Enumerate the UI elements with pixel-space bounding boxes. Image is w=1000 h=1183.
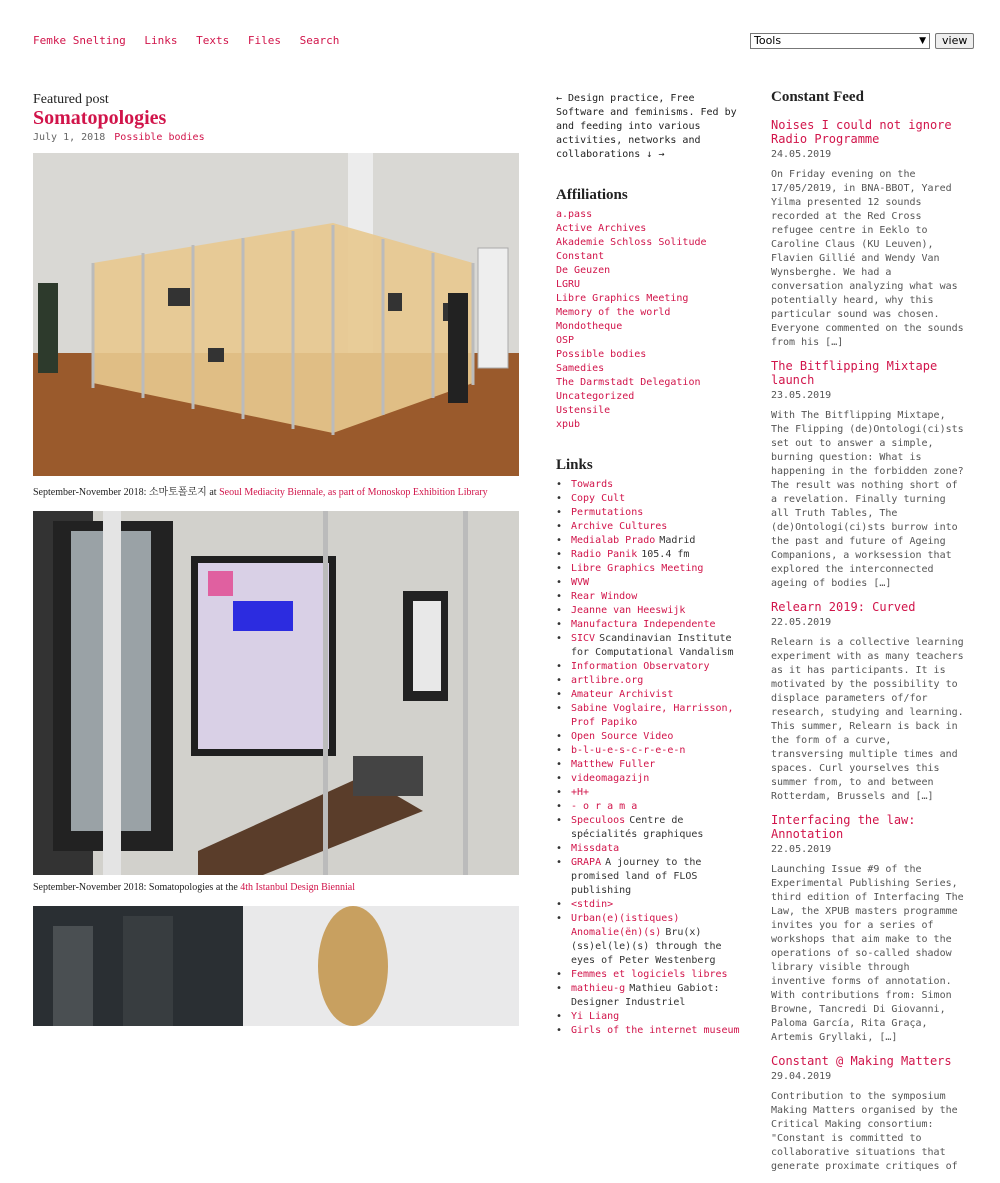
caption-text: September-November 2018: 소마토폴로지 at — [33, 487, 220, 498]
post-meta — [33, 132, 519, 143]
link-anchor[interactable]: Towards — [571, 479, 614, 490]
caption-text: September-November 2018: Somatopologies at the — [33, 882, 241, 893]
link-anchor[interactable]: Archive Cultures — [571, 521, 668, 532]
link-item — [556, 800, 746, 814]
link-anchor[interactable]: Jeanne van Heeswijk — [571, 605, 686, 616]
feed-item-title[interactable]: Constant @ Making Matters — [771, 1054, 952, 1068]
link-anchor[interactable]: Rear Window — [571, 591, 638, 602]
affiliation-link[interactable]: Mondotheque — [556, 321, 623, 332]
link-item — [556, 590, 746, 604]
links-list — [556, 478, 746, 1038]
link-description: Centre de spécialités graphiques — [571, 815, 704, 840]
affiliation-link[interactable]: De Geuzen — [556, 265, 611, 276]
feed-title: Constant Feed — [771, 89, 864, 105]
affiliation-link[interactable]: Akademie Schloss Solitude — [556, 237, 707, 248]
link-item — [556, 618, 746, 632]
tools-bar — [750, 33, 974, 49]
affiliation-link[interactable]: OSP — [556, 335, 575, 346]
dropdown-arrow-icon: ▼ — [919, 36, 926, 46]
feed-item — [771, 1054, 967, 1174]
exhibition-photo — [33, 906, 519, 1026]
link-item — [556, 898, 746, 912]
affiliation-link[interactable]: LGRU — [556, 279, 581, 290]
link-item — [556, 492, 746, 506]
feed-items — [771, 118, 967, 1174]
link-item — [556, 758, 746, 772]
link-anchor[interactable]: Urban(e)(istiques) Anomalie(ën)(s) — [571, 913, 680, 938]
link-anchor[interactable]: artlibre.org — [571, 675, 644, 686]
link-description: A journey to the promised land of FLOS publishing — [571, 857, 702, 896]
intro-text: ← Design practice, Free Software and feminisms. Fed by and feeding into various activities, networks and collaborations ↓ → — [556, 93, 737, 160]
exhibition-photo-graphic — [33, 906, 519, 1026]
link-anchor[interactable]: Radio Panik — [571, 549, 638, 560]
link-item — [556, 576, 746, 590]
post-date: July 1, 2018 — [33, 132, 106, 143]
feed-item — [771, 600, 967, 804]
post-category-link[interactable]: Possible bodies — [114, 132, 205, 143]
featured-post — [33, 92, 519, 1026]
feed-item-excerpt: Contribution to the symposium Making Matters organised by the Critical Making consortium: "Constant is committed to collaborative situations that generate proximate critiques of — [771, 1091, 958, 1172]
link-anchor[interactable]: +H+ — [571, 787, 590, 798]
feed-item-excerpt: With The Bitflipping Mixtape, The Flipping (de)Ontologi(ci)sts set out to answer a simple, burning question: What is happening in the forbidden zone? The result was nothing short of a revelation. Finally turning all Truth Tables, The (de)Ontologi(ci)sts burrow into the past and future of Ageing Companions, a worksession that explored the interconnected ageing of bodies […] — [771, 410, 964, 589]
affiliations-title: Affiliations — [556, 187, 628, 203]
link-anchor[interactable]: <stdin> — [571, 899, 614, 910]
link-item — [556, 1010, 746, 1024]
link-anchor[interactable]: Missdata — [571, 843, 620, 854]
link-description: Mathieu Gabiot: Designer Industriel — [571, 983, 720, 1008]
caption-link[interactable]: Seoul Mediacity Biennale, as part of Monoskop Exhibition Library — [219, 487, 488, 498]
photo-caption — [33, 882, 519, 893]
affiliation-link[interactable]: Samedies — [556, 363, 605, 374]
tools-select-value: Tools — [754, 34, 782, 47]
feed-item-date: 22.05.2019 — [771, 844, 832, 855]
link-anchor[interactable]: Speculoos — [571, 815, 626, 826]
link-item — [556, 856, 746, 898]
link-anchor[interactable]: Manufactura Independente — [571, 619, 716, 630]
feed-item-title[interactable]: Interfacing the law: Annotation — [771, 813, 916, 841]
link-description: Bru(x)(ss)el(le)(s) through the eyes of Peter Westenberg — [571, 927, 722, 966]
link-anchor[interactable]: Amateur Archivist — [571, 689, 674, 700]
affiliation-link[interactable]: Memory of the world — [556, 307, 671, 318]
affiliation-link[interactable]: The Darmstadt Delegation — [556, 377, 701, 388]
link-item — [556, 688, 746, 702]
link-item — [556, 730, 746, 744]
link-item — [556, 534, 746, 548]
post-title[interactable]: Somatopologies — [33, 107, 167, 129]
feed-item-date: 22.05.2019 — [771, 617, 832, 628]
affiliation-link[interactable]: Libre Graphics Meeting — [556, 293, 689, 304]
affiliation-link[interactable]: Active Archives — [556, 223, 647, 234]
link-anchor[interactable]: Open Source Video — [571, 731, 674, 742]
feed-item-date: 29.04.2019 — [771, 1071, 832, 1082]
link-anchor[interactable]: Libre Graphics Meeting — [571, 563, 704, 574]
link-anchor[interactable]: Femmes et logiciels libres — [571, 969, 728, 980]
caption-link[interactable]: 4th Istanbul Design Biennial — [240, 882, 355, 893]
link-item — [556, 478, 746, 492]
link-item — [556, 842, 746, 856]
link-anchor[interactable]: Yi Liang — [571, 1011, 620, 1022]
photo-caption — [33, 483, 519, 498]
link-item — [556, 744, 746, 758]
link-item — [556, 548, 746, 562]
link-item — [556, 520, 746, 534]
link-anchor[interactable]: Sabine Voglaire, Harrisson, Prof Papiko — [571, 703, 734, 728]
exhibition-photo — [33, 511, 519, 875]
link-item — [556, 912, 746, 968]
link-anchor[interactable]: Permutations — [571, 507, 644, 518]
feed-item-date: 23.05.2019 — [771, 390, 832, 401]
link-item — [556, 562, 746, 576]
constant-feed — [771, 90, 967, 1183]
link-anchor[interactable]: SICV — [571, 633, 596, 644]
link-anchor[interactable]: Matthew Fuller — [571, 759, 656, 770]
affiliations-list — [556, 208, 746, 432]
exhibition-photo — [33, 153, 519, 476]
link-item — [556, 702, 746, 730]
feed-item — [771, 359, 967, 591]
link-anchor[interactable]: mathieu-g — [571, 983, 626, 994]
link-description: Scandinavian Institute for Computational Vandalism — [571, 633, 734, 658]
exhibition-photo-graphic — [33, 511, 519, 875]
nav-files[interactable]: Files — [247, 34, 281, 47]
link-anchor[interactable]: b-l-u-e-s-c-r-e-e-n — [571, 745, 686, 756]
nav-texts[interactable]: Texts — [196, 34, 230, 47]
link-item — [556, 506, 746, 520]
feed-item-excerpt: Launching Issue #9 of the Experimental Publishing Series, third edition of Interfacing The Law, the XPUB masters programme invites you for a series of workshops that aim make to the operations of so-called shadow library visible through inventive forms of annotation. With contributions from: Simon Browne, Tancredi Di Giovanni, Paloma García, Rita Graça, Artemis Gryllaki, […] — [771, 864, 964, 1043]
link-item — [556, 1024, 746, 1038]
link-item — [556, 674, 746, 688]
nav-femke-snelting[interactable]: Femke Snelting — [33, 34, 126, 47]
link-item — [556, 772, 746, 786]
links-title: Links — [556, 457, 593, 473]
affiliation-link[interactable]: Possible bodies — [556, 349, 647, 360]
feed-item-title[interactable]: Noises I could not ignore Radio Programme — [771, 118, 952, 146]
nav-links[interactable]: Links — [144, 34, 178, 47]
affiliation-link[interactable]: Ustensile — [556, 405, 611, 416]
link-anchor[interactable]: WVW — [571, 577, 590, 588]
top-nav — [33, 34, 351, 47]
link-item — [556, 982, 746, 1010]
feed-item-title[interactable]: Relearn 2019: Curved — [771, 600, 916, 614]
link-anchor[interactable]: Copy Cult — [571, 493, 626, 504]
feed-item — [771, 813, 967, 1045]
link-anchor[interactable]: videomagazijn — [571, 773, 650, 784]
link-anchor[interactable]: Information Observatory — [571, 661, 710, 672]
link-item — [556, 814, 746, 842]
feed-item-excerpt: On Friday evening on the 17/05/2019, in BNA-BBOT, Yared Yilma presented 12 sounds recorded at the Red Cross refugee centre in Eeklo to Caroline Claus (KU Leuven), Flavien Gillié and Wendy Van Wynsberghe. We had a conversation analyzing what was potentially heard, why this particular sound was chosen. Everyone commented on the sounds from his […] — [771, 169, 964, 348]
link-item — [556, 786, 746, 800]
tools-select[interactable] — [750, 33, 930, 49]
view-button[interactable]: view — [935, 33, 974, 49]
link-description: 105.4 fm — [641, 549, 690, 560]
affiliation-link[interactable]: Uncategorized — [556, 391, 635, 402]
link-item — [556, 660, 746, 674]
featured-label: Featured post — [33, 92, 109, 107]
link-anchor[interactable]: Medialab Prado — [571, 535, 656, 546]
feed-item-title[interactable]: The Bitflipping Mixtape launch — [771, 359, 938, 387]
link-anchor[interactable]: - o r a m a — [571, 801, 638, 812]
link-item — [556, 632, 746, 660]
affiliation-link[interactable]: Constant — [556, 251, 605, 262]
affiliation-link[interactable]: a.pass — [556, 209, 593, 220]
link-anchor[interactable]: Girls of the internet museum — [571, 1025, 740, 1036]
feed-item-excerpt: Relearn is a collective learning experiment with as many teachers as it has participants. It is motivated by the possibility to displace parameters of/for research, studying and learning. This summer, Relearn is back in the form of a curve, transversing multiple times and spaces. Curl yourselves this summer from, to and between Rotterdam, Brussels and […] — [771, 637, 964, 802]
affiliation-link[interactable]: xpub — [556, 419, 581, 430]
exhibition-photo-graphic — [33, 153, 519, 476]
link-anchor[interactable]: GRAPA — [571, 857, 602, 868]
link-item — [556, 604, 746, 618]
feed-item-date: 24.05.2019 — [771, 149, 832, 160]
nav-search[interactable]: Search — [299, 34, 340, 47]
middle-column — [556, 92, 746, 1038]
link-item — [556, 968, 746, 982]
link-description: Madrid — [659, 535, 696, 546]
feed-item — [771, 118, 967, 350]
